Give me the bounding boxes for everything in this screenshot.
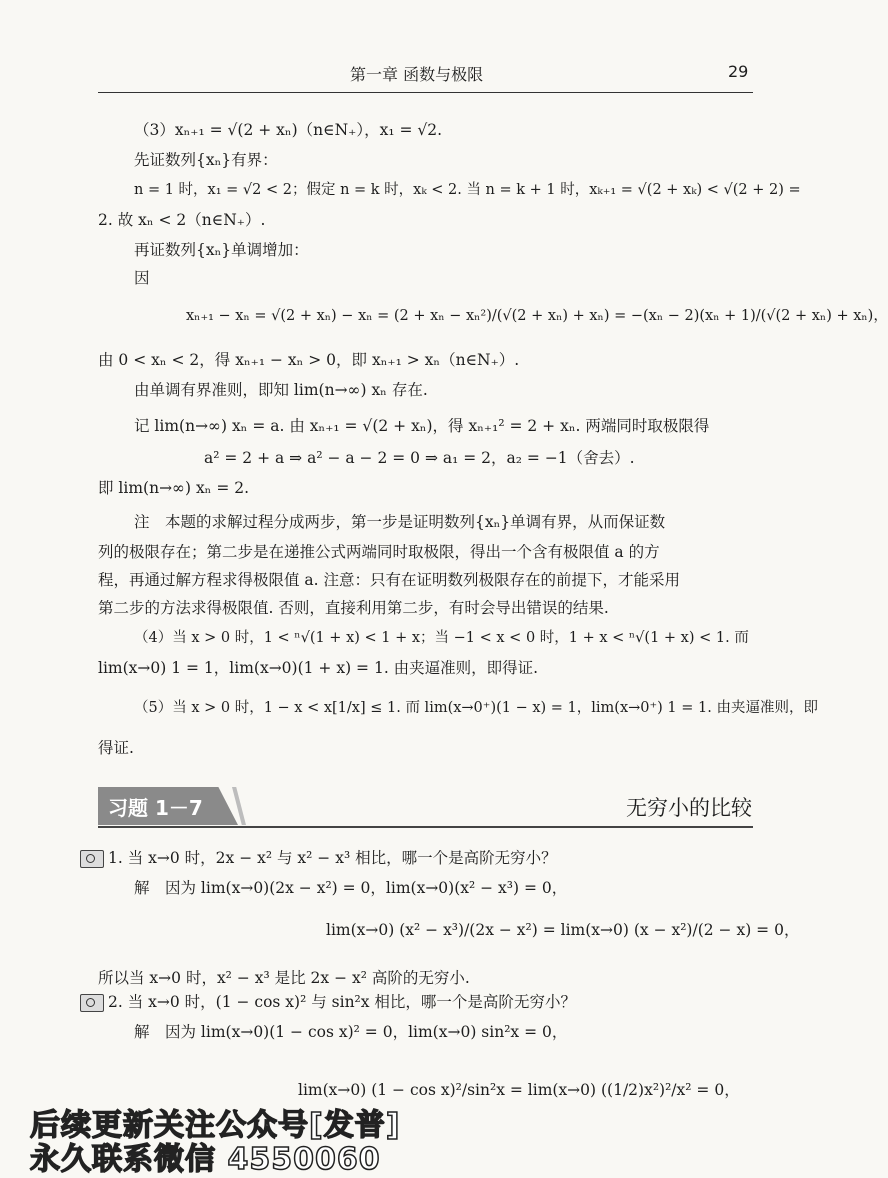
exercise-icon	[80, 850, 104, 868]
item-4-statement: （4）当 x > 0 时，1 < ⁿ√(1 + x) < 1 + x；当 −1 < x < 0 时，1 + x < ⁿ√(1 + x) < 1. 而	[134, 630, 749, 646]
display-equation: lim(x→0) (1 − cos x)²/sin²x = lim(x→0) ((1/2)x²)²/x² = 0，	[298, 1081, 740, 1099]
section-label: 习题 1－7	[108, 796, 203, 820]
body-line: lim(x→0) 1 = 1，lim(x→0)(1 + x) = 1. 由夹逼准则，即得证.	[98, 659, 539, 677]
exercise-1-conclusion: 所以当 x→0 时，x² − x³ 是比 2x − x² 高阶的无穷小.	[98, 969, 470, 987]
item-5-statement: （5）当 x > 0 时，1 − x < x[1/x] ≤ 1. 而 lim(x→0⁺)(1 − x) = 1，lim(x→0⁺) 1 = 1. 由夹逼准则，即	[134, 700, 818, 716]
body-line: 由 0 < xₙ < 2，得 xₙ₊₁ − xₙ > 0，即 xₙ₊₁ > xₙ（n∈N₊）.	[98, 351, 520, 369]
watermark-line-2: 永久联系微信 4550060	[30, 1142, 381, 1177]
body-line: 因	[134, 269, 150, 287]
watermark-line-1: 后续更新关注公众号[发普]	[30, 1108, 401, 1143]
body-line: 再证数列{xₙ}单调增加：	[134, 241, 309, 259]
body-line: 记 lim(n→∞) xₙ = a. 由 xₙ₊₁ = √(2 + xₙ)，得 xₙ₊₁² = 2 + xₙ. 两端同时取极限得	[134, 417, 710, 435]
body-line: n = 1 时，x₁ = √2 < 2；假定 n = k 时，xₖ < 2. 当 n = k + 1 时，xₖ₊₁ = √(2 + xₖ) < √(2 + 2) =	[134, 182, 801, 198]
body-line: 由单调有界准则，即知 lim(n→∞) xₙ 存在.	[134, 381, 428, 399]
running-header: 第一章 函数与极限	[350, 65, 484, 84]
section-rule	[98, 826, 753, 828]
exercise-1-solution: 解 因为 lim(x→0)(2x − x²) = 0，lim(x→0)(x² − x³) = 0，	[134, 879, 568, 897]
item-3-statement: （3）xₙ₊₁ = √(2 + xₙ)（n∈N₊），x₁ = √2.	[134, 121, 443, 139]
exercise-2-solution: 解 因为 lim(x→0)(1 − cos x)² = 0，lim(x→0) sin²x = 0，	[134, 1023, 568, 1041]
note-line: 列的极限存在；第二步是在递推公式两端同时取极限，得出一个含有极限值 a 的方	[98, 543, 660, 561]
header-rule	[98, 92, 753, 93]
body-line: 先证数列{xₙ}有界：	[134, 151, 278, 169]
exercise-2-question: 2. 当 x→0 时，(1 − cos x)² 与 sin²x 相比，哪一个是高阶无穷小？	[108, 993, 576, 1011]
note-line: 注 本题的求解过程分成两步，第一步是证明数列{xₙ}单调有界，从而保证数	[134, 513, 666, 531]
exercise-icon	[80, 994, 104, 1012]
exercise-1-question: 1. 当 x→0 时，2x − x² 与 x² − x³ 相比，哪一个是高阶无穷小？	[108, 849, 557, 867]
body-line: 得证.	[98, 739, 134, 757]
page-number: 29	[728, 62, 749, 81]
body-line: 即 lim(n→∞) xₙ = 2.	[98, 479, 250, 497]
display-equation: a² = 2 + a ⇒ a² − a − 2 = 0 ⇒ a₁ = 2，a₂ = −1（舍去）.	[204, 449, 635, 467]
note-line: 第二步的方法求得极限值. 否则，直接利用第二步，有时会导出错误的结果.	[98, 599, 609, 617]
body-line: 2. 故 xₙ < 2（n∈N₊）.	[98, 211, 266, 229]
note-line: 程，再通过解方程求得极限值 a. 注意：只有在证明数列极限存在的前提下，才能采用	[98, 571, 681, 589]
section-title: 无穷小的比较	[626, 796, 752, 820]
display-equation: lim(x→0) (x² − x³)/(2x − x²) = lim(x→0) (x − x²)/(2 − x) = 0，	[326, 921, 800, 939]
display-equation: xₙ₊₁ − xₙ = √(2 + xₙ) − xₙ = (2 + xₙ − xₙ²)/(√(2 + xₙ) + xₙ) = −(xₙ − 2)(xₙ + 1)/(√(2 + xₙ) + xₙ)，	[186, 308, 888, 324]
